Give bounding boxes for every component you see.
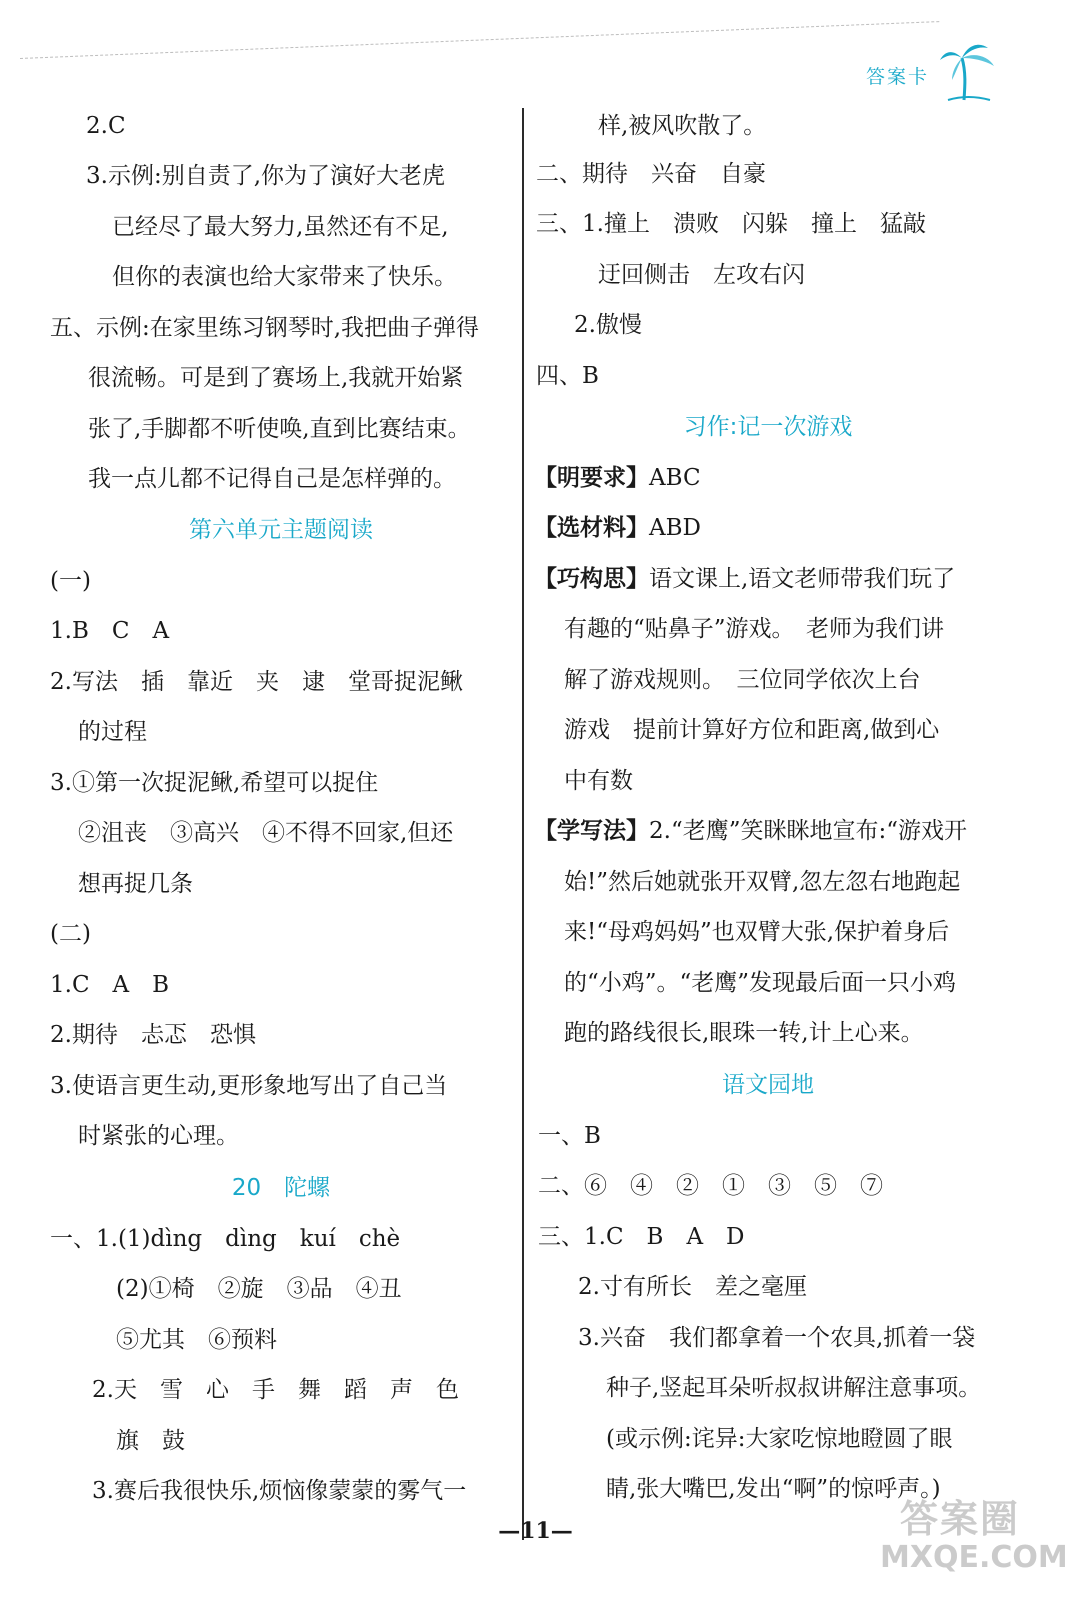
answer-line: 很流畅。可是到了赛场上,我就开始紧 [88,365,464,391]
answer-line: 五、示例:在家里练习钢琴时,我把曲子弹得 [50,315,480,341]
answer-line: ⑤尤其 ⑥预料 [116,1327,277,1353]
answer-line: (2)①椅 ②旋 ③品 ④丑 [116,1276,402,1302]
answer-line: (二) [50,921,91,947]
watermark-url: MXQE.COM [880,1540,1068,1575]
answer-line: 我一点儿都不记得自己是怎样弹的。 [88,466,456,492]
answer-line: 的“小鸡”。“老鹰”发现最后面一只小鸡 [564,970,957,996]
answer-text: 2.“老鹰”笑眯眯地宣布:“游戏开 [649,818,967,844]
answer-line: 游戏 提前计算好方位和距离,做到心 [564,717,940,743]
answer-line: 三、1.撞上 溃败 闪躲 撞上 猛敲 [536,211,926,237]
answer-line: ②沮丧 ③高兴 ④不得不回家,但还 [78,820,454,846]
answer-line: 2.期待 忐忑 恐惧 [50,1022,256,1048]
answer-line [534,512,701,544]
answer-line: 3.赛后我很快乐,烦恼像蒙蒙的雾气一 [92,1478,467,1504]
answer-line: 四、B [536,363,599,389]
answer-line: 三、1.C B A D [538,1224,745,1250]
bracket-label: 【选材料】 [534,514,649,541]
answer-line: 1.B C A [50,618,170,644]
answer-line [534,563,955,595]
answer-line: 跑的路线很长,眼珠一转,计上心来。 [564,1020,924,1046]
answer-line: 3.①第一次捉泥鳅,希望可以捉住 [50,770,379,796]
answer-line: 迂回侧击 左攻右闪 [598,262,805,288]
section-heading: 习作:记一次游戏 [683,414,853,440]
watermark-text: 答案圈 [900,1497,1021,1541]
answer-line: 3.兴奋 我们都拿着一个农具,抓着一袋 [578,1325,976,1351]
answer-line: 解了游戏规则。 三位同学依次上台 [564,667,921,693]
bracket-label: 【明要求】 [534,464,649,491]
header-rule [20,21,939,59]
answer-line: 的过程 [78,719,147,745]
answer-line: 有趣的“贴鼻子”游戏。 老师为我们讲 [564,616,945,642]
answer-line: 2.C [86,113,126,139]
answer-line: 二、⑥ ④ ② ① ③ ⑤ ⑦ [538,1173,883,1199]
answer-line: 1.C A B [50,972,170,998]
answer-line: 已经尽了最大努力,虽然还有不足, [112,214,449,240]
answer-line: 想再捉几条 [78,871,193,897]
answer-line: 3.示例:别自责了,你为了演好大老虎 [86,163,446,189]
answer-line: 张了,手脚都不听使唤,直到比赛结束。 [88,416,471,442]
answer-line: 种子,竖起耳朵听叔叔讲解注意事项。 [606,1375,982,1401]
answer-line: 2.傲慢 [574,312,642,338]
answer-line [534,815,967,847]
answer-line [534,462,701,494]
answer-line: 来!“母鸡妈妈”也双臂大张,保护着身后 [564,919,950,945]
answer-line: 中有数 [564,768,633,794]
answer-text: ABC [649,465,701,491]
header-label: 答案卡 [866,66,930,88]
answer-line: 2.寸有所长 差之毫厘 [578,1274,807,1300]
answer-line: 时紧张的心理。 [78,1123,239,1149]
answer-line: 一、1.(1)dìng dìng kuí chè [50,1226,401,1252]
palm-tree-icon [938,38,998,102]
answer-line: (一) [50,568,91,594]
section-heading: 第六单元主题阅读 [189,517,373,543]
bracket-label: 【巧构思】 [534,565,649,592]
watermark-logo [880,1488,1068,1588]
answer-line: 始!”然后她就张开双臂,忽左忽右地跑起 [564,869,961,895]
answer-line: 但你的表演也给大家带来了快乐。 [112,264,457,290]
lesson-heading: 20 陀螺 [231,1175,331,1201]
column-divider [522,108,524,1540]
section-heading: 语文园地 [722,1072,814,1098]
answer-line: 一、B [538,1123,601,1149]
answer-text: 语文课上,语文老师带我们玩了 [649,566,956,592]
answer-line: 2.天 雪 心 手 舞 蹈 声 色 [92,1377,459,1403]
answer-line: 睛,张大嘴巴,发出“啊”的惊呼声。) [606,1476,941,1502]
answer-line: 3.使语言更生动,更形象地写出了自己当 [50,1073,448,1099]
answer-text: ABD [649,515,701,541]
answer-line: 二、期待 兴奋 自豪 [536,161,766,187]
bracket-label: 【学写法】 [534,817,649,844]
answer-line: 2.写法 插 靠近 夹 逮 堂哥捉泥鳅 [50,669,463,695]
answer-line: (或示例:诧异:大家吃惊地瞪圆了眼 [606,1426,953,1452]
answer-line: 样,被风吹散了。 [598,113,767,139]
page-number: —11— [498,1518,573,1544]
answer-line: 旗 鼓 [116,1428,185,1454]
